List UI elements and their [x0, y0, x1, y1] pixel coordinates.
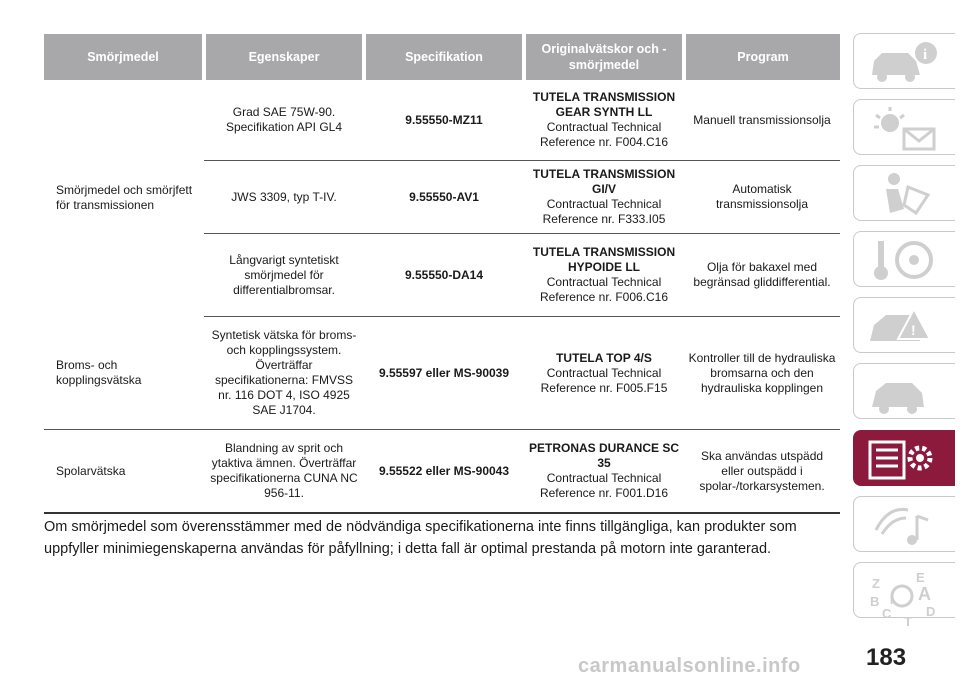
footnote-text: Om smörjmedel som överensstämmer med de nödvändiga specifikationerna inte finns tillgängliga, kan produkter som uppfyller minimiegenskaperna användas för påfyllning; i detta fall är optimal prestanda på motorn inte garanterad. — [44, 519, 797, 557]
program-cell: Automatisk transmissionsolja — [684, 161, 840, 234]
alphabetical-index-icon — [864, 566, 944, 626]
spec-cell: 9.55550-AV1 — [364, 161, 524, 234]
fluid-name: TUTELA TRANSMISSION GEAR SYNTH LL — [532, 90, 676, 119]
fluid-cell — [524, 161, 684, 234]
fluid-reference: Contractual Technical Reference nr. F333.I05 — [542, 197, 666, 226]
lubricant-cell: Smörjmedel och smörjfett för transmissionen — [56, 183, 193, 213]
fluid-cell — [524, 80, 684, 161]
fluid-name: TUTELA TOP 4/S — [556, 350, 652, 365]
svg-text:D: D — [926, 604, 936, 619]
fluid-reference: Contractual Technical Reference nr. F006.C16 — [539, 275, 669, 304]
tab-car-info[interactable] — [853, 33, 955, 89]
header-lubricant: Smörjmedel — [44, 34, 204, 80]
svg-text:A: A — [918, 584, 931, 604]
svg-text:T: T — [904, 614, 912, 626]
property-cell: Grad SAE 75W-90. Specifikation API GL4 — [204, 80, 364, 161]
seat-airbag-icon — [864, 169, 944, 219]
multimedia-music-icon — [864, 500, 944, 550]
fluid-reference: Contractual Technical Reference nr. F005.F15 — [540, 365, 668, 395]
svg-text:Z: Z — [872, 576, 880, 591]
tab-maintenance[interactable] — [853, 363, 955, 419]
table-row — [44, 430, 840, 514]
program-cell: Ska användas utspädd eller outspädd i spolar-/torkarsystemen. — [684, 430, 840, 514]
property-cell: Blandning av sprit och ytaktiva ämnen. Överträffar specifikationerna CUNA NC 956-11. — [204, 430, 364, 514]
tab-technical-data[interactable] — [853, 430, 955, 486]
page-number: 183 — [866, 644, 907, 671]
tab-safety[interactable] — [853, 165, 955, 221]
fluid-cell — [524, 317, 684, 430]
spec-cell: 9.55597 eller MS-90039 — [364, 317, 524, 430]
program-cell: Manuell transmissionsolja — [684, 80, 840, 161]
svg-text:i: i — [923, 47, 928, 63]
property-cell: JWS 3309, typ T-IV. — [204, 161, 364, 234]
program-cell: Kontroller till de hydrauliska bromsarna och den hydrauliska kopplingen — [684, 317, 840, 430]
spec-cell: 9.55550-MZ11 — [364, 80, 524, 161]
lubricants-table — [44, 34, 840, 514]
header-program: Program — [684, 34, 840, 80]
fluid-reference: Contractual Technical Reference nr. F004.C16 — [539, 120, 669, 149]
header-specification: Specifikation — [364, 34, 524, 80]
technical-data-gear-icon — [864, 434, 944, 484]
program-cell: Olja för bakaxel med begränsad gliddifferential. — [684, 234, 840, 317]
warning-lights-mail-icon — [864, 103, 944, 153]
car-info-icon — [864, 37, 944, 87]
fluid-name: TUTELA TRANSMISSION HYPOIDE LL — [532, 245, 676, 274]
fluid-cell — [524, 430, 684, 514]
car-service-icon — [864, 367, 944, 417]
key-steering-wheel-icon — [864, 235, 944, 285]
fluid-name: PETRONAS DURANCE SC 35 — [528, 441, 679, 470]
property-cell: Syntetisk vätska för broms- och kopplingssystem. Överträffar specifikationerna: FMVSS nr. 116 DOT 4, ISO 4925 SAE J1704. — [204, 317, 364, 430]
svg-text:C: C — [882, 606, 892, 621]
svg-text:!: ! — [911, 322, 916, 338]
car-warning-icon — [864, 301, 944, 351]
table-row — [44, 80, 840, 161]
svg-text:B: B — [870, 594, 880, 609]
lubricant-cell: Spolarvätska — [44, 430, 204, 514]
tab-emergency[interactable] — [853, 297, 955, 353]
svg-text:I: I — [890, 595, 894, 607]
property-cell: Långvarigt syntetiskt smörjmedel för differentialbromsar. — [204, 234, 364, 317]
tab-warning-lights[interactable] — [853, 99, 955, 155]
table-header-row — [44, 34, 840, 80]
lubricant-cell: Broms- och kopplingsvätska — [44, 317, 204, 430]
header-original-fluids: Originalvätskor och -smörjmedel — [524, 34, 684, 80]
header-properties: Egenskaper — [204, 34, 364, 80]
spec-cell: 9.55522 eller MS-90043 — [364, 430, 524, 514]
tab-index[interactable] — [853, 562, 955, 626]
spec-cell: 9.55550-DA14 — [364, 234, 524, 317]
tab-starting-driving[interactable] — [853, 231, 955, 287]
watermark: carmanualsonline.info — [578, 655, 801, 677]
fluid-cell — [524, 234, 684, 317]
fluid-reference: Contractual Technical Reference nr. F001.D16 — [539, 471, 669, 500]
tab-multimedia[interactable] — [853, 496, 955, 552]
svg-text:E: E — [916, 570, 925, 585]
table-row — [44, 317, 840, 430]
fluid-name: TUTELA TRANSMISSION GI/V — [532, 167, 676, 196]
